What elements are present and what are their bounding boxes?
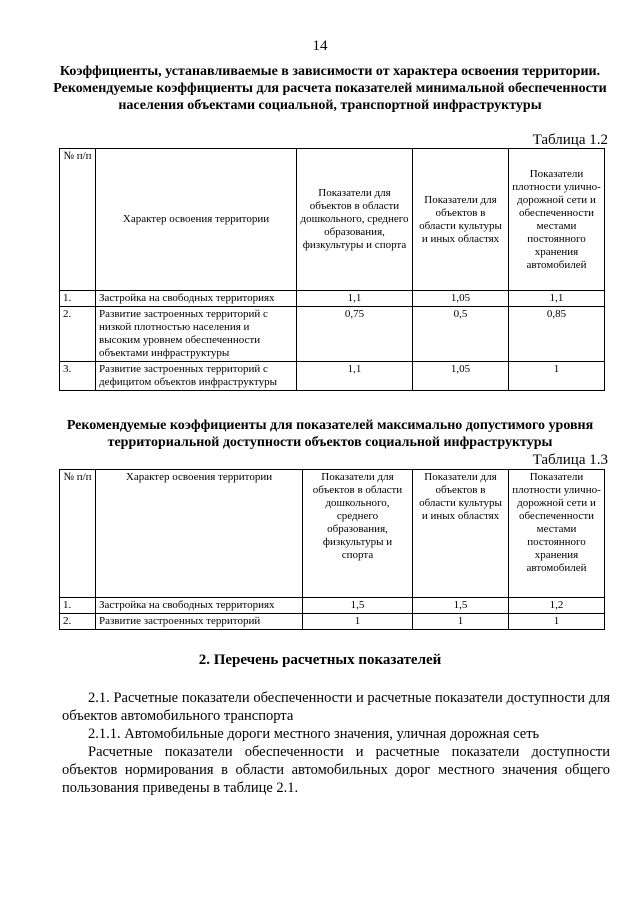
table-1-2 xyxy=(59,148,605,391)
row-value-road: 1,2 xyxy=(509,598,605,614)
header-number: № п/п xyxy=(60,149,96,291)
table-1-3 xyxy=(59,469,605,630)
page-number: 14 xyxy=(312,38,328,54)
paragraph: 2.1.1. Автомобильные дороги местного значения, уличная дорожная сеть xyxy=(88,726,540,742)
table-1-3-caption: Таблица 1.3 xyxy=(532,452,608,468)
row-number: 3. xyxy=(60,362,96,391)
table-row xyxy=(60,362,605,391)
table-row xyxy=(60,291,605,307)
header-territory-type: Характер освоения территории xyxy=(96,470,303,598)
table-header-row xyxy=(60,470,605,598)
row-value-road: 1 xyxy=(509,614,605,630)
row-territory-type: Развитие застроенных территорий xyxy=(96,614,303,630)
row-value-education: 1,1 xyxy=(297,291,413,307)
row-value-education: 1,5 xyxy=(303,598,413,614)
row-value-culture: 1 xyxy=(413,614,509,630)
row-number: 2. xyxy=(60,307,96,362)
row-value-culture: 1,05 xyxy=(413,362,509,391)
header-territory-type: Характер освоения территории xyxy=(96,149,297,291)
table-1-2-caption: Таблица 1.2 xyxy=(532,132,608,148)
row-value-culture: 1,5 xyxy=(413,598,509,614)
table-header-row xyxy=(60,149,605,291)
table-row xyxy=(60,614,605,630)
section-1-heading: Коэффициенты, устанавливаемые в зависимости от характера освоения территории. Рекомендуемые коэффициенты для расчета показателей минимальной обеспеченности населения объектами социальной, транспортной инфраструктуры xyxy=(53,64,607,113)
table-row xyxy=(60,598,605,614)
row-territory-type: Застройка на свободных территориях xyxy=(96,598,303,614)
table-row xyxy=(60,307,605,362)
row-number: 2. xyxy=(60,614,96,630)
section-2-heading: Рекомендуемые коэффициенты для показателей максимально допустимого уровня территориальной доступности объектов социальной инфраструктуры xyxy=(66,418,594,450)
row-territory-type: Развитие застроенных территорий с дефицитом объектов инфраструктуры xyxy=(96,362,297,391)
row-value-road: 1,1 xyxy=(509,291,605,307)
header-culture: Показатели для объектов в области культуры и иных областях xyxy=(413,149,509,291)
header-road-density: Показатели плотности улично-дорожной сети и обеспеченности местами постоянного хранения автомобилей xyxy=(509,470,605,598)
paragraph: Расчетные показатели обеспеченности и расчетные показатели доступности объектов нормирования в области автомобильных дорог местного значения общего пользования приведены в таблице 2.1. xyxy=(62,744,610,796)
header-education-sport: Показатели для объектов в области дошкольного, среднего образования, физкультуры и спорта xyxy=(303,470,413,598)
row-value-education: 1,1 xyxy=(297,362,413,391)
row-value-culture: 0,5 xyxy=(413,307,509,362)
paragraph: 2.1. Расчетные показатели обеспеченности и расчетные показатели доступности для объектов автомобильного транспорта xyxy=(62,690,610,724)
row-value-education: 1 xyxy=(303,614,413,630)
row-territory-type: Развитие застроенных территорий с низкой плотностью населения и высоким уровнем обеспеченности объектами инфраструктуры xyxy=(96,307,297,362)
header-road-density: Показатели плотности улично-дорожной сети и обеспеченности местами постоянного хранения автомобилей xyxy=(509,149,605,291)
row-value-culture: 1,05 xyxy=(413,291,509,307)
row-number: 1. xyxy=(60,291,96,307)
row-territory-type: Застройка на свободных территориях xyxy=(96,291,297,307)
row-value-education: 0,75 xyxy=(297,307,413,362)
header-number: № п/п xyxy=(60,470,96,598)
row-value-road: 1 xyxy=(509,362,605,391)
header-culture: Показатели для объектов в области культуры и иных областях xyxy=(413,470,509,598)
row-number: 1. xyxy=(60,598,96,614)
row-value-road: 0,85 xyxy=(509,307,605,362)
section-3-heading: 2. Перечень расчетных показателей xyxy=(198,652,442,668)
header-education-sport: Показатели для объектов в области дошкольного, среднего образования, физкультуры и спорта xyxy=(297,149,413,291)
